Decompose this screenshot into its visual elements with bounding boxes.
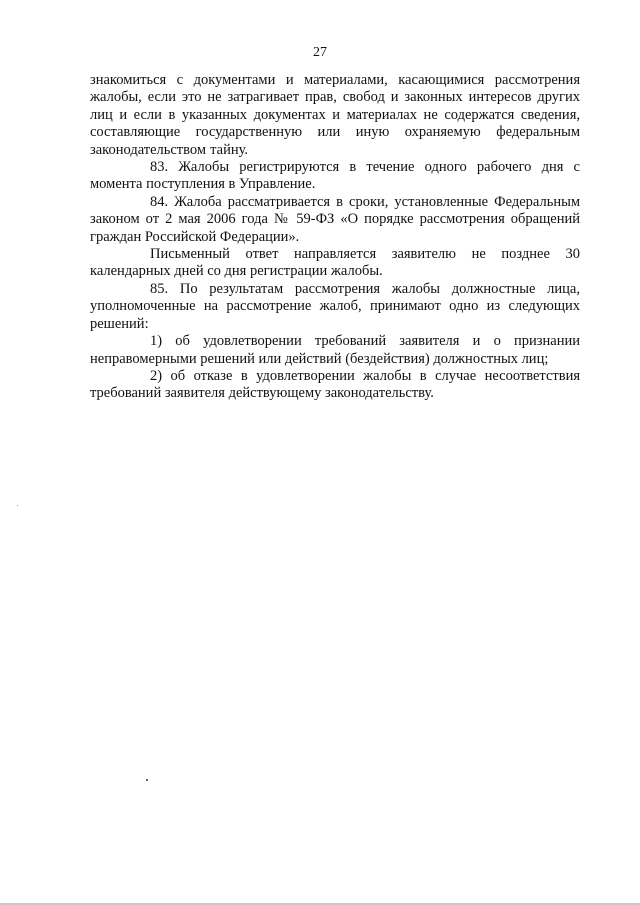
paragraph-decision-1: 1) об удовлетворении требований заявителя и о признании неправомерными решений или действий (бездействия) должностных лиц; <box>90 333 580 367</box>
paragraph-written-answer: Письменный ответ направляется заявителю не позднее 30 календарных дней со дня регистрации жалобы. <box>90 246 580 280</box>
scan-speck <box>146 779 148 781</box>
paragraph-decision-2: 2) об отказе в удовлетворении жалобы в случае несоответствия требований заявителя действующему законодательству. <box>90 367 580 402</box>
page-number: 27 <box>313 45 327 60</box>
paragraph-continuation: знакомиться с документами и материалами, касающимися рассмотрения жалобы, если это не затрагивает прав, свобод и законных интересов других лиц и если в указанных документах и материалах не содержатся сведения, составляющие государственную или иную охраняемую федеральным законодательством тайну. <box>90 72 580 158</box>
paragraph-item-84: 84. Жалоба рассматривается в сроки, установленные Федеральным законом от 2 мая 2006 года № 59-ФЗ «О порядке рассмотрения обращений граждан Российской Федерации». <box>90 193 580 245</box>
paragraph-item-83: 83. Жалобы регистрируются в течение одного рабочего дня с момента поступления в Управление. <box>90 159 580 193</box>
document-body <box>90 72 580 403</box>
scan-speck <box>17 505 18 506</box>
paragraph-item-85: 85. По результатам рассмотрения жалобы должностные лица, уполномоченные на рассмотрение жалоб, принимают одно из следующих решений: <box>90 280 580 332</box>
